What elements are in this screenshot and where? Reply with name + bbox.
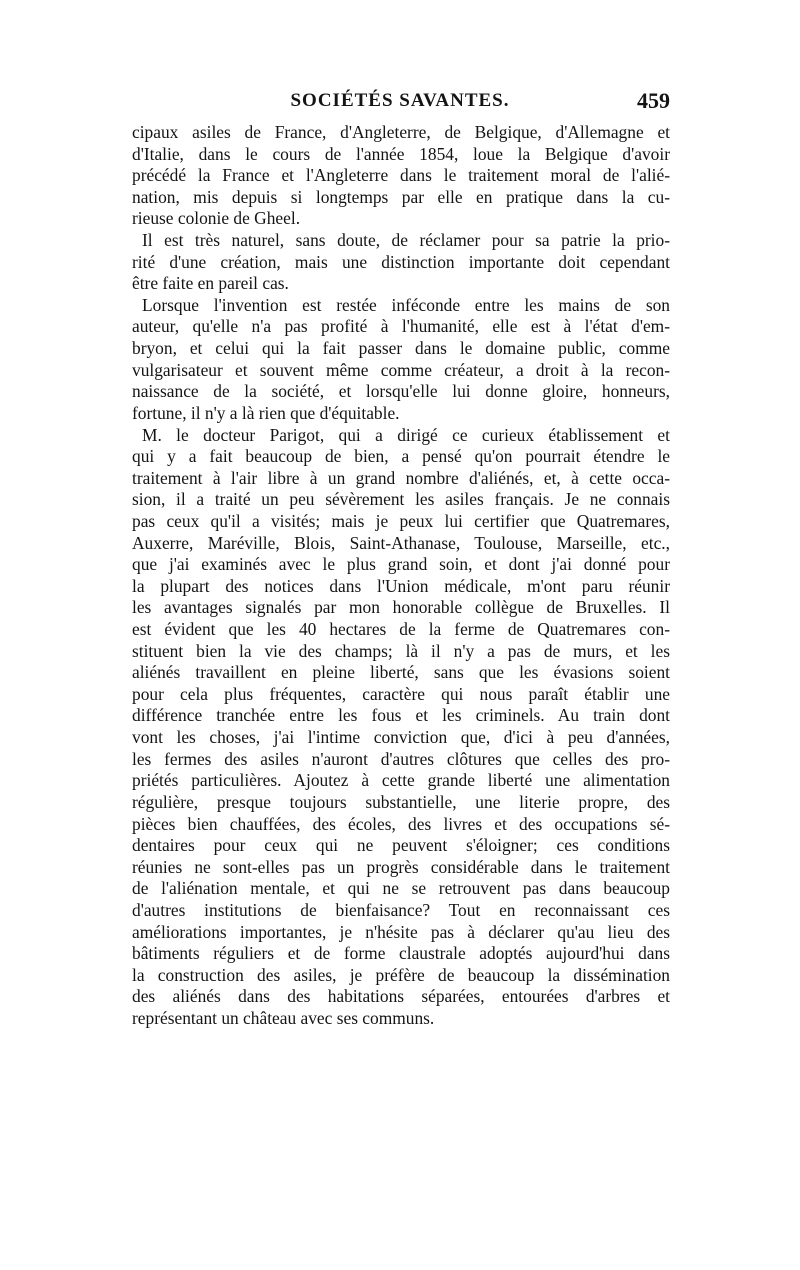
text-line: réunies ne sont-elles pas un progrès considérable dans le traitement <box>132 856 670 877</box>
text-line: améliorations importantes, je n'hésite pas à déclarer qu'au lieu des <box>132 921 670 942</box>
text-line: nation, mis depuis si longtemps par elle en pratique dans la cu- <box>132 186 670 207</box>
text-line: les avantages signalés par mon honorable collègue de Bruxelles. Il <box>132 597 670 618</box>
text-line: d'autres institutions de bienfaisance? Tout en reconnaissant ces <box>132 899 670 920</box>
running-title: SOCIÉTÉS SAVANTES. <box>290 90 510 111</box>
text-line: qui y a fait beaucoup de bien, a pensé qu'on pourrait étendre le <box>132 446 670 467</box>
text-line: dentaires pour ceux qui ne peuvent s'éloigner; ces conditions <box>132 835 670 856</box>
text-line: différence tranchée entre les fous et les criminels. Au train dont <box>132 705 670 726</box>
text-line: de l'aliénation mentale, et qui ne se retrouvent pas dans beaucoup <box>132 878 670 899</box>
text-line: sion, il a traité un peu sévèrement les asiles français. Je ne connais <box>132 489 670 510</box>
page-number: 459 <box>637 88 670 113</box>
text-line: d'Italie, dans le cours de l'année 1854, loue la Belgique d'avoir <box>132 143 670 164</box>
text-line: priétés particulières. Ajoutez à cette grande liberté une alimentation <box>132 770 670 791</box>
text-line: auteur, qu'elle n'a pas profité à l'humanité, elle est à l'état d'em- <box>132 316 670 337</box>
text-line: cipaux asiles de France, d'Angleterre, de Belgique, d'Allemagne et <box>132 122 670 142</box>
text-line: fortune, il n'y a là rien que d'équitable. <box>132 402 400 423</box>
text-line: Auxerre, Maréville, Blois, Saint-Athanase, Toulouse, Marseille, etc., <box>132 532 670 553</box>
running-head <box>130 90 670 116</box>
text-line: M. le docteur Parigot, qui a dirigé ce curieux établissement et <box>142 424 670 445</box>
text-line: être faite en pareil cas. <box>132 273 289 294</box>
text-line: bâtiments réguliers et de forme claustrale adoptés aujourd'hui dans <box>132 943 670 964</box>
text-line: représentant un château avec ses communs. <box>132 1007 435 1028</box>
text-line: pas ceux qu'il a visités; mais je peux lui certifier que Quatremares, <box>132 510 670 531</box>
text-line: vulgarisateur et souvent même comme créateur, a droit à la recon- <box>132 359 670 380</box>
text-line: pièces bien chauffées, des écoles, des livres et des occupations sé- <box>132 813 670 834</box>
text-line: que j'ai examinés avec le plus grand soin, et dont j'ai donné pour <box>132 554 670 575</box>
text-line: vont les choses, j'ai l'intime conviction que, d'ici à peu d'années, <box>132 727 670 748</box>
body-text <box>132 122 670 1030</box>
text-line: rieuse colonie de Gheel. <box>132 208 301 229</box>
text-line: Lorsque l'invention est restée inféconde entre les mains de son <box>142 294 670 315</box>
text-line: pour cela plus fréquentes, caractère qui nous paraît établir une <box>132 683 670 704</box>
text-line: aliénés travaillent en pleine liberté, sans que les évasions soient <box>132 662 670 683</box>
text-line: traitement à l'air libre à un grand nombre d'aliénés, et, à cette occa- <box>132 467 670 488</box>
text-line: la plupart des notices dans l'Union médicale, m'ont paru réunir <box>132 575 670 596</box>
text-line: la construction des asiles, je préfère de beaucoup la dissémination <box>132 964 670 985</box>
text-line: stituent bien la vie des champs; là il n'y a pas de murs, et les <box>132 640 670 661</box>
text-line: bryon, et celui qui la fait passer dans le domaine public, comme <box>132 338 670 359</box>
text-line: est évident que les 40 hectares de la ferme de Quatremares con- <box>132 619 670 640</box>
text-line: rité d'une création, mais une distinction importante doit cependant <box>132 251 670 272</box>
text-line: précédé la France et l'Angleterre dans le traitement moral de l'alié- <box>132 165 670 186</box>
text-line: des aliénés dans des habitations séparées, entourées d'arbres et <box>132 986 670 1007</box>
text-line: Il est très naturel, sans doute, de réclamer pour sa patrie la prio- <box>142 230 670 251</box>
text-line: naissance de la société, et lorsqu'elle lui donne gloire, honneurs, <box>132 381 670 402</box>
text-line: les fermes des asiles n'auront d'autres clôtures que celles des pro- <box>132 748 670 769</box>
text-line: régulière, presque toujours substantielle, une literie propre, des <box>132 791 670 812</box>
